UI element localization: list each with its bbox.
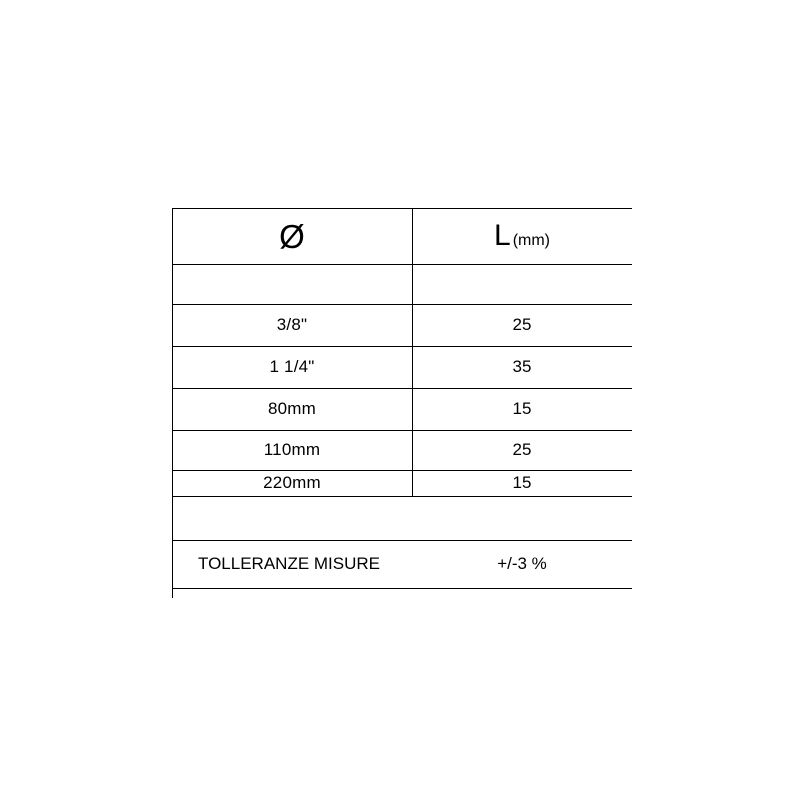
table-row	[172, 264, 632, 304]
tolerance-row	[172, 540, 632, 588]
table-row	[172, 470, 632, 496]
table-rule-bottom	[172, 588, 632, 589]
cell-diameter: 220mm	[263, 473, 321, 492]
cell-length: 25	[512, 440, 532, 459]
header-length	[412, 221, 632, 251]
cell-length: 25	[512, 315, 532, 334]
cell-length: 35	[512, 357, 532, 376]
header-length-label: L	[494, 219, 511, 252]
table-row	[172, 430, 632, 470]
table-rule-7	[172, 496, 632, 497]
table-row	[172, 388, 632, 430]
table-row	[172, 304, 632, 346]
cell-diameter: 80mm	[267, 399, 317, 418]
cell-diameter: 3/8"	[276, 315, 308, 334]
table-row	[172, 346, 632, 388]
specification-table	[172, 208, 632, 598]
cell-diameter: 110mm	[263, 440, 321, 459]
header-diameter-symbol: Ø	[279, 217, 305, 255]
cell-diameter: 1 1/4"	[269, 357, 315, 376]
header-length-unit: (mm)	[512, 232, 550, 249]
tolerance-value: +/-3 %	[497, 554, 547, 573]
cell-length: 15	[512, 399, 532, 418]
cell-length: 15	[512, 473, 532, 492]
tolerance-label: TOLLERANZE MISURE	[198, 554, 381, 573]
table-header-row	[172, 208, 632, 264]
